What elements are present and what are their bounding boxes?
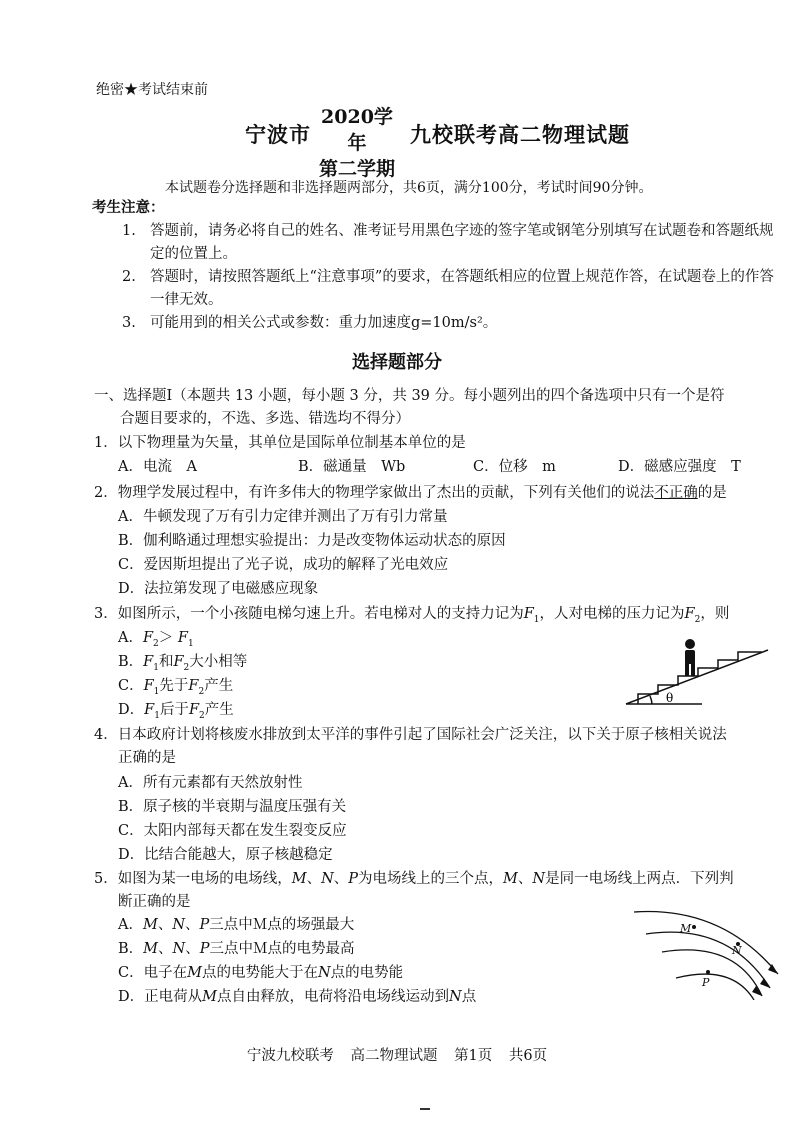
footer-total: 共6页	[508, 1048, 548, 1064]
question-1-stem: 1．以下物理量为矢量，其单位是国际单位制基本单位的是	[94, 435, 466, 451]
question-2-stem: 2．物理学发展过程中，有许多伟大的物理学家做出了杰出的贡献，下列有关他们的说法不正确的是	[94, 485, 727, 501]
page-footer	[0, 1046, 794, 1067]
point-m-marker	[692, 925, 696, 929]
option-a: A．所有元素都有天然放射性	[118, 775, 303, 791]
point-p-marker	[706, 970, 710, 974]
title-term: 第二学期	[318, 158, 395, 180]
notice-heading: 考生注意：	[92, 199, 165, 216]
option-b: B．M、N、P三点中Ｍ点的电势最高	[118, 941, 355, 957]
footer-page: 第1页	[454, 1048, 493, 1064]
title-term-block	[312, 104, 402, 182]
field-arrow	[760, 978, 770, 988]
page-title: 九校联考高二物理试题	[410, 122, 630, 147]
footer-school: 宁波九校联考	[246, 1048, 334, 1064]
notice-text: 答题前，请务必将自己的姓名、准考证号用黑色字迹的签字笔或钢笔分别填写在试题卷和答题纸规定的位置上。	[150, 223, 774, 262]
option-c: C．电子在M点的电势能大于在N点的电势能	[118, 965, 404, 981]
electric-field-figure	[632, 904, 782, 1000]
option-b: B．伽利略通过理想实验提出：力是改变物体运动状态的原因	[118, 533, 506, 549]
option-a: A．$F_2> F_1$	[118, 630, 194, 649]
option-a: A．M、N、P三点中Ｍ点的场强最大	[118, 917, 355, 933]
question-1-options	[118, 457, 778, 478]
point-n-label: N	[732, 944, 742, 957]
option-d: D．正电荷从M点自由释放，电荷将沿电场线运动到N点	[118, 989, 477, 1005]
option-a: A．电流 A	[118, 459, 197, 475]
option-c: C．$F_1$先于$F_2$产生	[118, 678, 234, 697]
angle-label: θ	[666, 691, 674, 705]
field-line	[662, 950, 762, 996]
notice-list	[122, 220, 782, 335]
notice-text: 答题时，请按照答题纸上“注意事项”的要求，在答题纸相应的位置上规范作答，在试题卷上的作答一律无效。	[150, 269, 774, 308]
notice-item: 2. 答题时，请按照答题纸上“注意事项”的要求，在答题纸相应的位置上规范作答，在试题卷上的作答一律无效。	[122, 266, 782, 312]
title-year: 2020学年	[321, 106, 393, 154]
option-c: C．位移 m	[473, 459, 556, 475]
field-line	[634, 912, 778, 974]
angle-arc	[650, 696, 652, 704]
option-c: C．爱因斯坦提出了光子说，成功的解释了光电效应	[118, 557, 449, 573]
confidential-label: 绝密★考试结束前	[96, 82, 208, 98]
notice-item: 1. 答题前，请务必将自己的姓名、准考证号用黑色字迹的签字笔或钢笔分别填写在试题卷和答题纸规定的位置上。	[122, 220, 782, 266]
option-b: B．$F_1$和$F_2$大小相等	[118, 654, 248, 673]
field-arrow	[768, 964, 778, 974]
point-p-label: P	[702, 976, 710, 989]
option-b: B．磁通量 Wb	[298, 459, 406, 475]
option-b: B．原子核的半衰期与温度压强有关	[118, 799, 347, 815]
child-figure	[685, 639, 695, 676]
part-instructions: 一、选择题Ⅰ（本题共 13 小题，每小题 3 分，共 39 分。每小题列出的四个备选项中只有一个是符 合题目要求的，不选、多选、错选均不得分）	[94, 388, 725, 427]
page-mark	[420, 1108, 430, 1110]
option-d: D．$F_1$后于$F_2$产生	[118, 702, 234, 721]
section-title: 选择题部分	[352, 352, 442, 373]
escalator-figure	[622, 630, 772, 710]
question-5-stem: 5．如图为某一电场的电场线，M、N、P为电场线上的三个点，M、N是同一电场线上两点．下列判 断正确的是	[94, 871, 734, 910]
option-a: A．牛顿发现了万有引力定律并测出了万有引力常量	[118, 509, 448, 525]
point-m-label: M	[680, 922, 692, 935]
exam-intro: 本试题卷分选择题和非选择题两部分，共6页，满分100分，考试时间90分钟。	[165, 180, 653, 196]
option-d: D．法拉第发现了电磁感应现象	[118, 581, 319, 597]
option-d: D．磁感应强度 T	[618, 459, 741, 475]
title-city: 宁波市	[245, 122, 311, 147]
question-3-stem: 3．如图所示，一个小孩随电梯匀速上升。若电梯对人的支持力记为$F_1$，人对电梯的压力记为$F_2$，则	[94, 606, 730, 625]
field-line	[676, 974, 754, 1000]
question-4-stem: 4．日本政府计划将核废水排放到太平洋的事件引起了国际社会广泛关注，以下关于原子核相关说法 正确的是	[94, 727, 727, 766]
option-c: C．太阳内部每天都在发生裂变反应	[118, 823, 347, 839]
notice-item: 3. 可能用到的相关公式或参数：重力加速度g=10m/s²。	[122, 312, 782, 335]
notice-text: 可能用到的相关公式或参数：重力加速度g=10m/s²。	[150, 315, 498, 331]
option-d: D．比结合能越大，原子核越稳定	[118, 847, 333, 863]
escalator-incline	[626, 650, 768, 704]
footer-subject: 高二物理试题	[350, 1048, 438, 1064]
